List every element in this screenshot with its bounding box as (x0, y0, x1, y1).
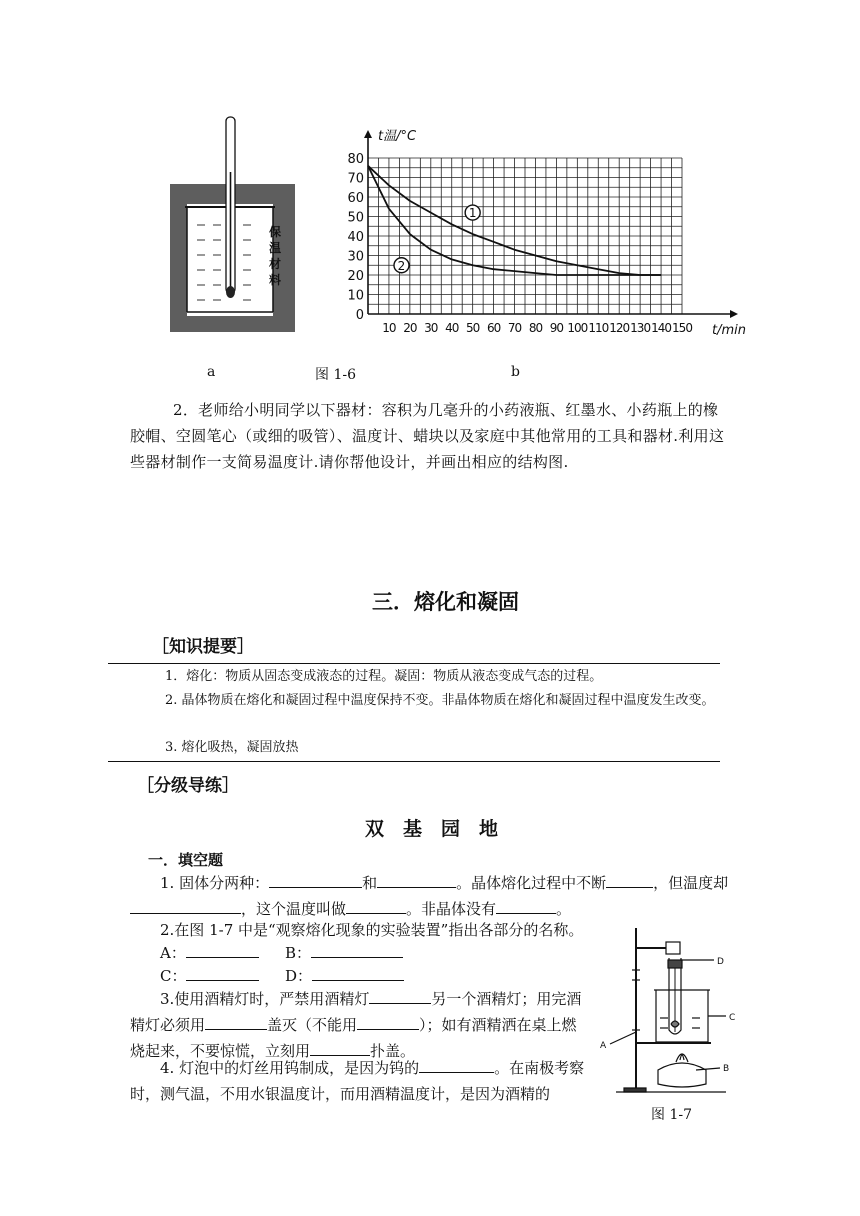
figure-1-7-caption: 图 1-7 (651, 1107, 692, 1123)
part-a-row: A： (160, 940, 259, 966)
fill-blank-title: 一．填空题 (148, 851, 224, 869)
y-tick-label: 10 (347, 288, 364, 304)
series-marker-label: 1 (468, 206, 477, 221)
figure-1-6-caption: 图 1-6 (315, 367, 356, 383)
divider-bottom (108, 761, 720, 762)
thermometer-icon (226, 117, 235, 298)
figure-label-b: b (511, 364, 520, 380)
label-d: D (717, 957, 724, 967)
x-tick-label: 80 (528, 321, 543, 335)
x-tick-label: 100 (567, 321, 588, 335)
answer-blank[interactable] (377, 871, 456, 888)
x-tick-label: 130 (630, 321, 651, 335)
x-tick-label: 20 (403, 321, 417, 335)
answer-blank-a[interactable] (186, 941, 259, 958)
answer-blank[interactable] (130, 897, 241, 914)
answer-blank-c[interactable] (186, 964, 259, 981)
answer-blank[interactable] (369, 987, 431, 1004)
y-tick-label: 50 (347, 210, 364, 226)
x-tick-label: 10 (382, 321, 396, 335)
y-tick-label: 0 (355, 308, 364, 323)
question-1: 1. 固体分两种： 和 。晶体熔化过程中不断 ，但温度却，这个温度叫做 。非晶体没有 。 (130, 870, 732, 922)
divider-top (108, 663, 720, 664)
answer-blank[interactable] (496, 897, 556, 914)
part-b-row: B： (285, 940, 403, 966)
label-a: A (600, 1041, 607, 1051)
x-tick-label: 50 (466, 321, 480, 335)
figure-1-6b-chart (345, 118, 746, 343)
x-tick-label: 30 (424, 321, 438, 335)
answer-blank[interactable] (606, 871, 653, 888)
y-tick-label: 30 (347, 249, 364, 265)
series-marker-label: 2 (397, 258, 406, 273)
y-tick-label: 40 (347, 230, 364, 245)
basics-title: 双 基 园 地 (365, 818, 499, 840)
x-tick-label: 60 (486, 321, 501, 335)
knowledge-point-2: 2. 晶体物质在熔化和凝固过程中温度保持不变。非晶体物质在熔化和凝固过程中温度发生改变。 (165, 693, 715, 708)
answer-blank[interactable] (310, 1039, 370, 1056)
figure-label-a: a (207, 364, 216, 380)
question-4: 4. 灯泡中的灯丝用钨制成，是因为钨的 。在南极考察时，测气温，不用水银温度计，而用酒精温度计，是因为酒精的 (130, 1055, 588, 1107)
knowledge-header: ［知识提要］ (152, 637, 254, 657)
answer-blank[interactable] (205, 1013, 267, 1030)
label-c: C (729, 1013, 736, 1023)
question-2: 2.在图 1-7 中是“观察熔化现象的实验装置”指出各部分的名称。 (160, 921, 584, 939)
x-tick-label: 120 (609, 321, 630, 335)
insulation-label: 保 温 材 料 (269, 225, 282, 287)
x-tick-label: 110 (588, 321, 609, 335)
y-axis-arrow (364, 130, 372, 138)
answer-blank[interactable] (269, 871, 362, 888)
answer-blank-b[interactable] (311, 941, 403, 958)
answer-blank[interactable] (346, 897, 406, 914)
part-d-row: D： (285, 963, 404, 989)
x-tick-label: 40 (445, 321, 459, 335)
y-tick-label: 20 (347, 269, 364, 284)
label-b: B (723, 1064, 730, 1074)
x-tick-label: 150 (672, 321, 692, 335)
part-c-row: C： (160, 963, 259, 989)
answer-blank[interactable] (419, 1056, 494, 1073)
question-2-intro: 2．老师给小明同学以下器材：容积为几毫升的小药液瓶、红墨水、小药瓶上的橡胶帽、空圆笔心（或细的吸管）、温度计、蜡块以及家庭中其他常用的工具和器材.利用这些器材制作一支简易温度计.请你帮他设计，并画出相应的结构图. (130, 401, 725, 471)
y-axis-label: t温/°C (378, 129, 417, 144)
practice-header: ［分级导练］ (137, 776, 239, 796)
x-tick-label: 90 (549, 321, 564, 335)
knowledge-point-3: 3. 熔化吸热，凝固放热 (165, 740, 299, 755)
figure-1-6a (165, 112, 300, 337)
y-tick-label: 80 (347, 152, 364, 167)
question-3: 3.使用酒精灯时，严禁用酒精灯 另一个酒精灯；用完酒精灯必须用 盖灭（不能用 ）；如有酒精洒在桌上燃烧起来，不要惊慌，立刻用 扑盖。 (130, 986, 588, 1064)
section-title: 三．熔化和凝固 (372, 590, 519, 614)
x-tick-label: 140 (651, 321, 672, 335)
x-axis-label: t/min (712, 323, 746, 338)
figure-1-7-apparatus (596, 920, 746, 1100)
y-tick-label: 60 (347, 191, 364, 206)
x-axis-arrow (730, 310, 738, 318)
answer-blank-d[interactable] (312, 964, 404, 981)
y-tick-label: 70 (347, 171, 364, 187)
knowledge-point-1: 1．熔化：物质从固态变成液态的过程。凝固：物质从液态变成气态的过程。 (165, 669, 603, 684)
x-tick-label: 70 (507, 321, 522, 335)
answer-blank[interactable] (357, 1013, 419, 1030)
